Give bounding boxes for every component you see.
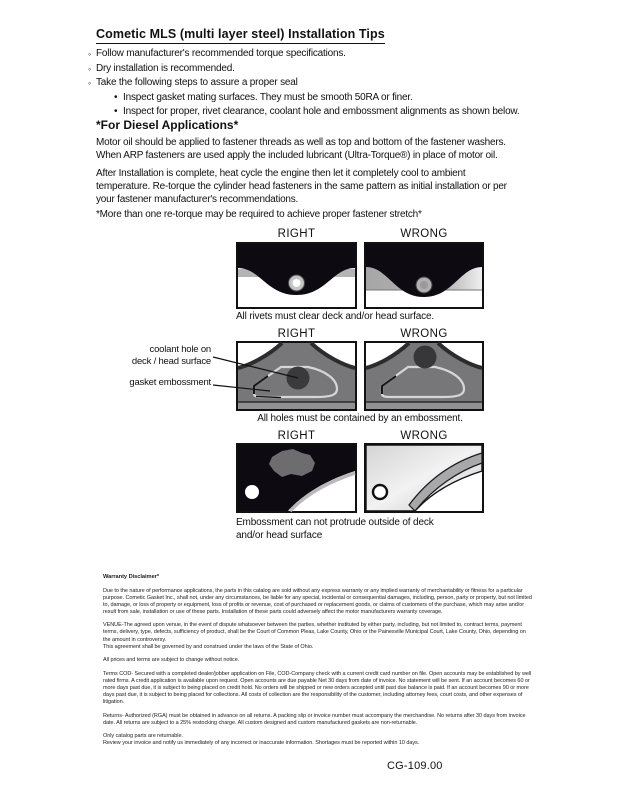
embossment-protrusion-right-diagram xyxy=(236,443,357,513)
row2-wrong-panel xyxy=(364,341,484,411)
open-bullet-icon: ◦ xyxy=(88,63,91,74)
returns-paragraph: Returns- Authorized (RGA) must be obtained in advance on all returns. A packing slip or invoice number must accompany the merchandise. No returns after 30 days from invoice date. All returns are subject to a 25% restocking charge. All custom designed and custom manufactured gaskets are non-returnable. xyxy=(103,712,526,726)
row2-caption: All holes must be contained by an embossment. xyxy=(257,413,463,424)
list-item-text: Dry installation is recommended. xyxy=(96,62,235,74)
row2-right-panel xyxy=(236,341,357,411)
embossment-containment-wrong-diagram xyxy=(364,341,484,411)
row3-right-panel xyxy=(236,443,357,513)
row1-right-label: RIGHT xyxy=(277,228,316,240)
row1-caption: All rivets must clear deck and/or head surface. xyxy=(236,311,435,322)
diesel-paragraph-1: Motor oil should be applied to fastener threads as well as top and bottom of the fastener washers. When ARP fasteners are used apply the included lubricant (Ultra-Torque®) in place of motor oil. xyxy=(96,137,506,162)
diesel-heading: *For Diesel Applications* xyxy=(96,118,239,132)
list-item xyxy=(88,76,588,91)
row2-right-label: RIGHT xyxy=(277,328,316,340)
gasket-embossment-label: gasket embossment xyxy=(129,377,211,388)
row3-wrong-panel xyxy=(364,443,484,513)
row1-wrong-label: WRONG xyxy=(400,228,448,240)
row3-caption: Embossment can not protrude outside of deck and/or head surface xyxy=(236,517,434,541)
row3-wrong-label: WRONG xyxy=(400,430,448,442)
row1-wrong-panel xyxy=(364,242,484,309)
retorque-note: *More than one re-torque may be required to achieve proper fastener stretch* xyxy=(96,209,422,220)
installation-tips-list xyxy=(88,47,588,120)
prices-paragraph: All prices and terms are subject to change without notice. xyxy=(103,657,240,664)
list-item-text: Take the following steps to assure a proper seal xyxy=(96,77,298,89)
warranty-paragraph: Due to the nature of performance applications, the parts in this catalog are sold without any express warranty or any implied warranty of merchantability or fitness for a particular purpose. Cometic Gasket Inc., shall not, under any circumstances, be liable for any special, incidental or consequential damages, including, person, party or property, but not limited to, damage, or loss of property or equipment, loss of profits or revenue, cost of purchased or replacement goods, or claims of customers of the purchase, which may arise and/or result from sale, installation or use of these parts. Installation of these parts could adversely affect the motor manufacturers warranty coverage. xyxy=(103,587,532,615)
venue-paragraph: VENUE-The agreed upon venue, in the event of dispute whatsoever between the parties, whether instituted by either party, including, but not limited to, contract terms, payment terms, delivery, type, defects, sufficiency of product, shall be the Court of Common Pleas, Lake County, Ohio or the Painesville Municipal Court, Lake County, Ohio, depending on the amount in controversy. This agreement shall be governed by and construed under the laws of the State of Ohio. xyxy=(103,622,526,650)
catalog-parts-paragraph: Only catalog parts are returnable. Review your invoice and notify us immediately of any incorrect or inaccurate information. Shortages must be reported within 10 days. xyxy=(103,733,420,747)
embossment-protrusion-wrong-diagram xyxy=(364,443,484,513)
warranty-heading: Warranty Disclaimer* xyxy=(103,574,160,580)
solid-bullet-icon: • xyxy=(114,91,118,103)
diesel-paragraph-2: After Installation is complete, heat cycle the engine then let it completely cool to ambient temperature. Re-torque the cylinder head fasteners in the same pattern as initial installation or per your fastener manufacturer's recommendations. xyxy=(96,168,507,206)
rivet-clearance-wrong-diagram xyxy=(364,242,484,309)
rivet-clearance-right-diagram xyxy=(236,242,357,309)
page-code: CG-109.00 xyxy=(387,760,443,772)
solid-bullet-icon: • xyxy=(114,106,118,118)
coolant-hole-label: coolant hole on deck / head surface xyxy=(131,344,211,367)
list-item-text: Follow manufacturer's recommended torque specifications. xyxy=(96,48,346,59)
warranty-disclaimer xyxy=(103,574,533,754)
embossment-containment-right-diagram xyxy=(236,341,357,411)
list-item-text: Inspect gasket mating surfaces. They must be smooth 50RA or finer. xyxy=(123,91,413,103)
open-bullet-icon: ◦ xyxy=(88,49,91,59)
page-title: Cometic MLS (multi layer steel) Installation Tips xyxy=(96,27,385,44)
row3-right-label: RIGHT xyxy=(277,430,316,442)
list-item xyxy=(88,91,588,106)
row2-wrong-label: WRONG xyxy=(400,328,448,340)
list-item-text: Inspect for proper, rivet clearance, coolant hole and embossment alignments as shown below. xyxy=(123,106,520,118)
row1-right-panel xyxy=(236,242,357,309)
terms-paragraph: Terms COD- Secured with a completed dealer/jobber application on File, COD-Company check with a current credit card number on file. Open accounts may be established by well rated firms. A credit application is available upon request. Open accounts are due payable Net 30 days from date of invoice. No statement will be sent. If an account becomes 60 or more days past due, it is subject to being placed on credit hold. No orders will be shipped or new orders accepted until past due balance is paid. If an account becomes 90 or more days past due, it is subject to being placed for collections. All costs of collection are the responsibility of the customer, including attorney fees, court costs, and other expenses of litigation. xyxy=(103,670,532,706)
open-bullet-icon: ◦ xyxy=(88,78,91,89)
list-item xyxy=(88,62,588,77)
list-item xyxy=(88,47,588,62)
